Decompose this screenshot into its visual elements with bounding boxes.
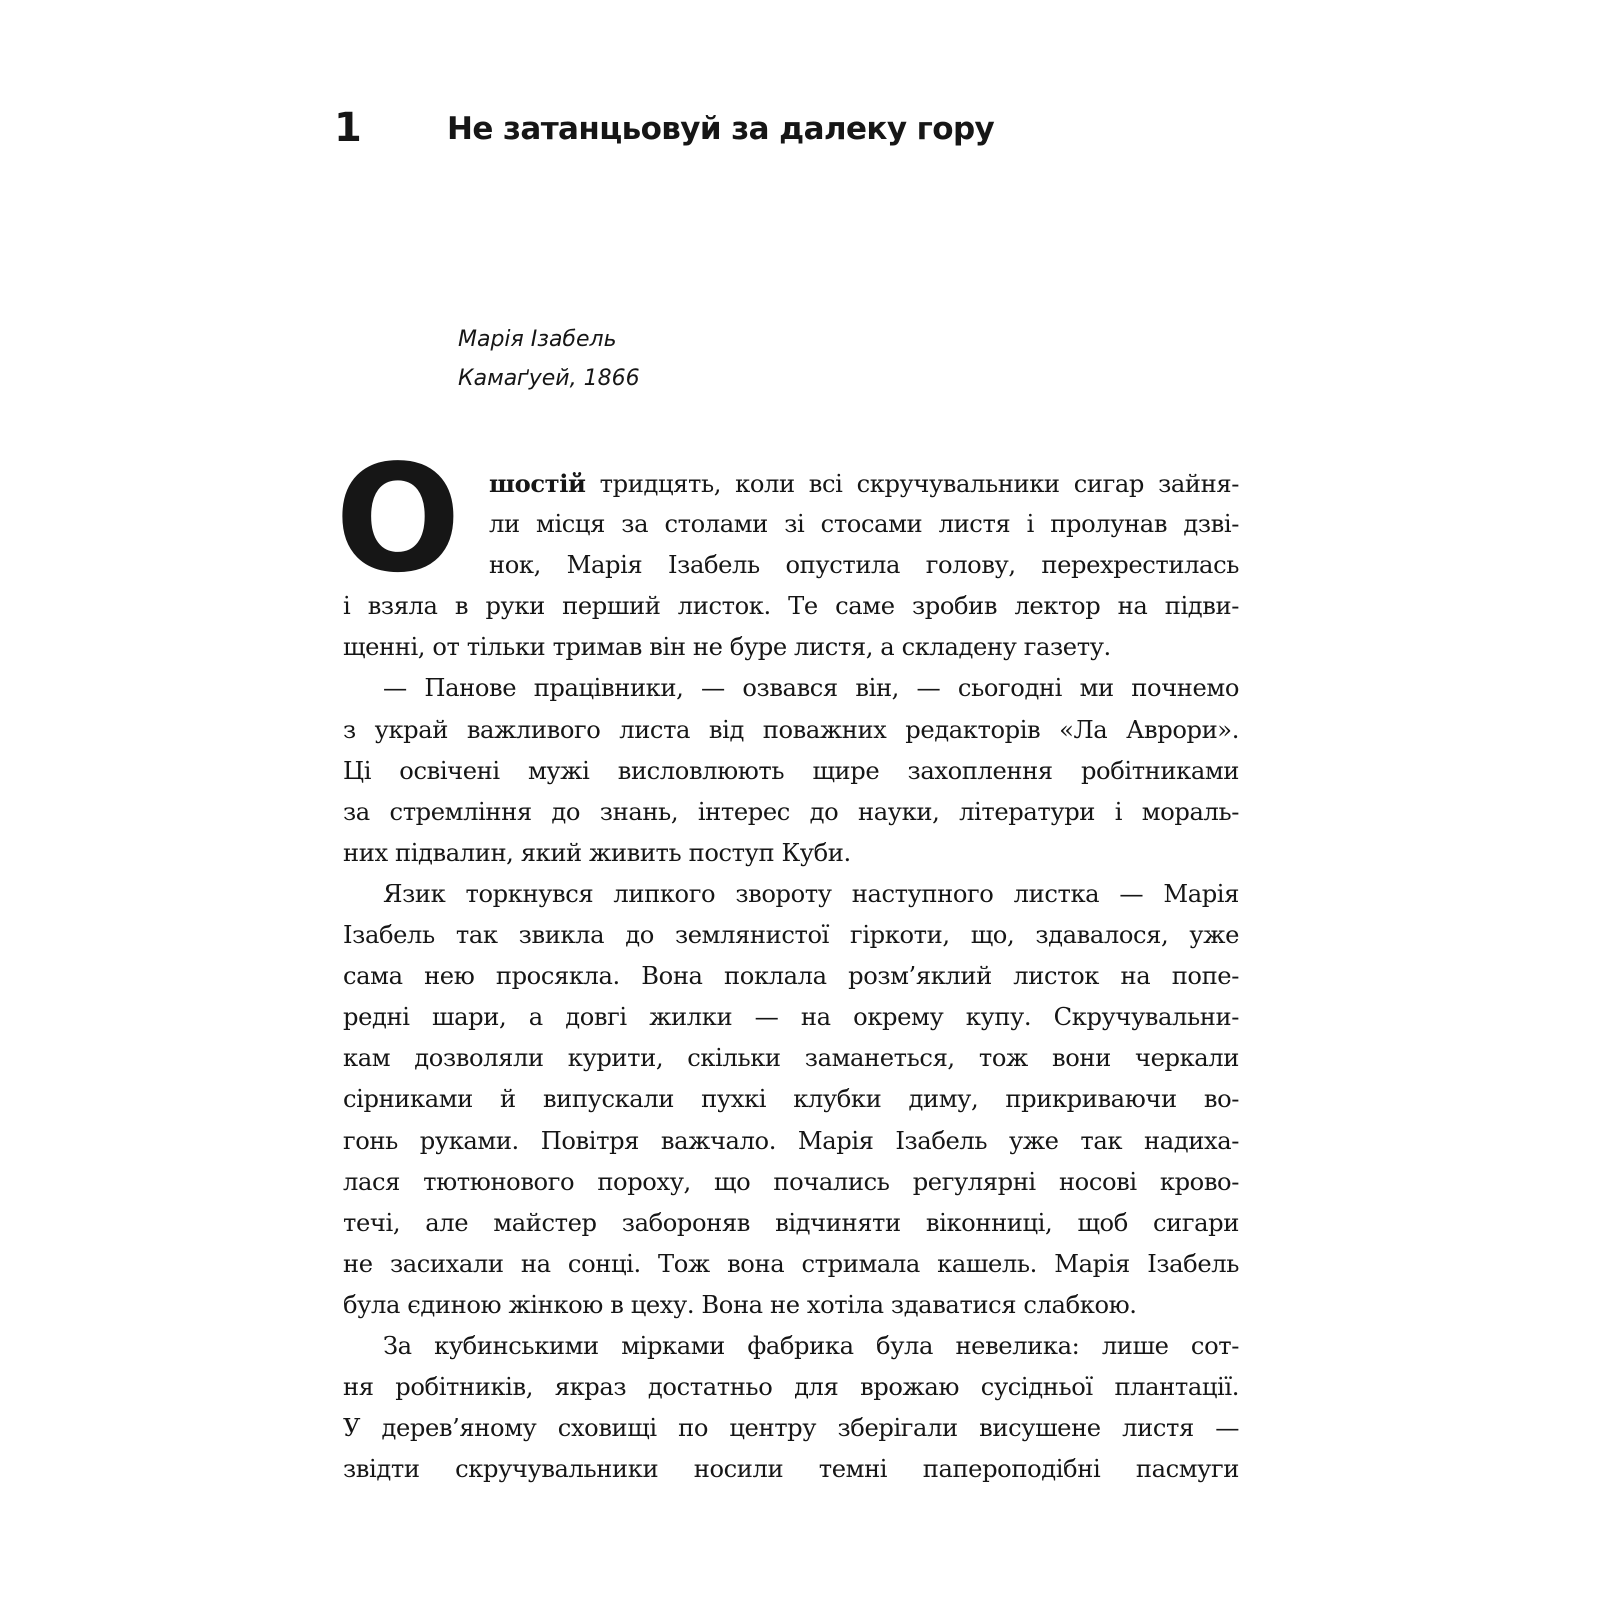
text-line: сама нею просякла. Вона поклала розм’яклий листок на попе- (343, 962, 1239, 991)
text-line: з украй важливого листа від поважних редакторів «Ла Аврори». (343, 715, 1239, 744)
text-line: була єдиною жінкою в цеху. Вона не хотіла здаватися слабкою. (343, 1290, 1137, 1319)
text-line: лася тютюнового пороху, що почались регулярні носові крово- (343, 1167, 1239, 1196)
text-line: течі, але майстер забороняв відчиняти віконниці, щоб сигари (343, 1208, 1239, 1237)
text-line: — Панове працівники, — озвався він, — сьогодні ми почнемо (383, 674, 1239, 703)
text-line: звідти скручувальники носили темні папероподібні пасмуги (343, 1455, 1239, 1484)
text-line: ня робітників, якраз достатньо для врожаю сусідньої плантації. (343, 1373, 1239, 1402)
drop-cap: О (335, 433, 461, 605)
text-line: редні шари, а довгі жилки — на окрему купу. Скручувальни- (343, 1003, 1239, 1032)
chapter-number: 1 (334, 105, 362, 151)
text-line: не засихали на сонці. Тож вона стримала кашель. Марія Ізабель (343, 1249, 1239, 1278)
text-line: За кубинськими мірками фабрика була невелика: лише сот- (383, 1331, 1239, 1360)
text-line: ли місця за столами зі стосами листя і пролунав дзві- (489, 510, 1239, 539)
epigraph (458, 320, 640, 398)
epigraph-name: Марія Ізабель (458, 327, 617, 352)
epigraph-place-year: Камаґуей, 1866 (458, 366, 640, 391)
text-line: шостій тридцять, коли всі скручувальники сигар зайня- (489, 469, 1239, 498)
text-line: за стремління до знань, інтерес до науки, літератури і мораль- (343, 797, 1239, 826)
text-line: У дерев’яному сховищі по центру зберігали висушене листя — (343, 1414, 1239, 1443)
text-line: Ці освічені мужі висловлюють щире захоплення робітниками (343, 756, 1239, 785)
text-line: них підвалин, який живить поступ Куби. (343, 838, 851, 867)
text-line: кам дозволяли курити, скільки заманеться, тож вони черкали (343, 1044, 1239, 1073)
text-line: Ізабель так звикла до землянистої гіркоти, що, здавалося, уже (343, 921, 1239, 950)
text-line: Язик торкнувся липкого звороту наступного листка — Марія (383, 879, 1239, 908)
run-in-bold: шостій (489, 469, 586, 498)
body-text (343, 463, 1239, 1490)
chapter-title: Не затанцьовуй за далеку гору (447, 111, 995, 147)
text-line: сірниками й випускали пухкі клубки диму, прикриваючи во- (343, 1085, 1239, 1114)
text-line: гонь руками. Повітря важчало. Марія Ізабель уже так надиха- (343, 1126, 1239, 1155)
text-line: і взяла в руки перший листок. Те саме зробив лектор на підви- (343, 592, 1239, 621)
text-line: нок, Марія Ізабель опустила голову, перехрестилась (489, 551, 1239, 580)
text-line: щенні, от тільки тримав він не буре листя, а складену газету. (343, 633, 1111, 662)
